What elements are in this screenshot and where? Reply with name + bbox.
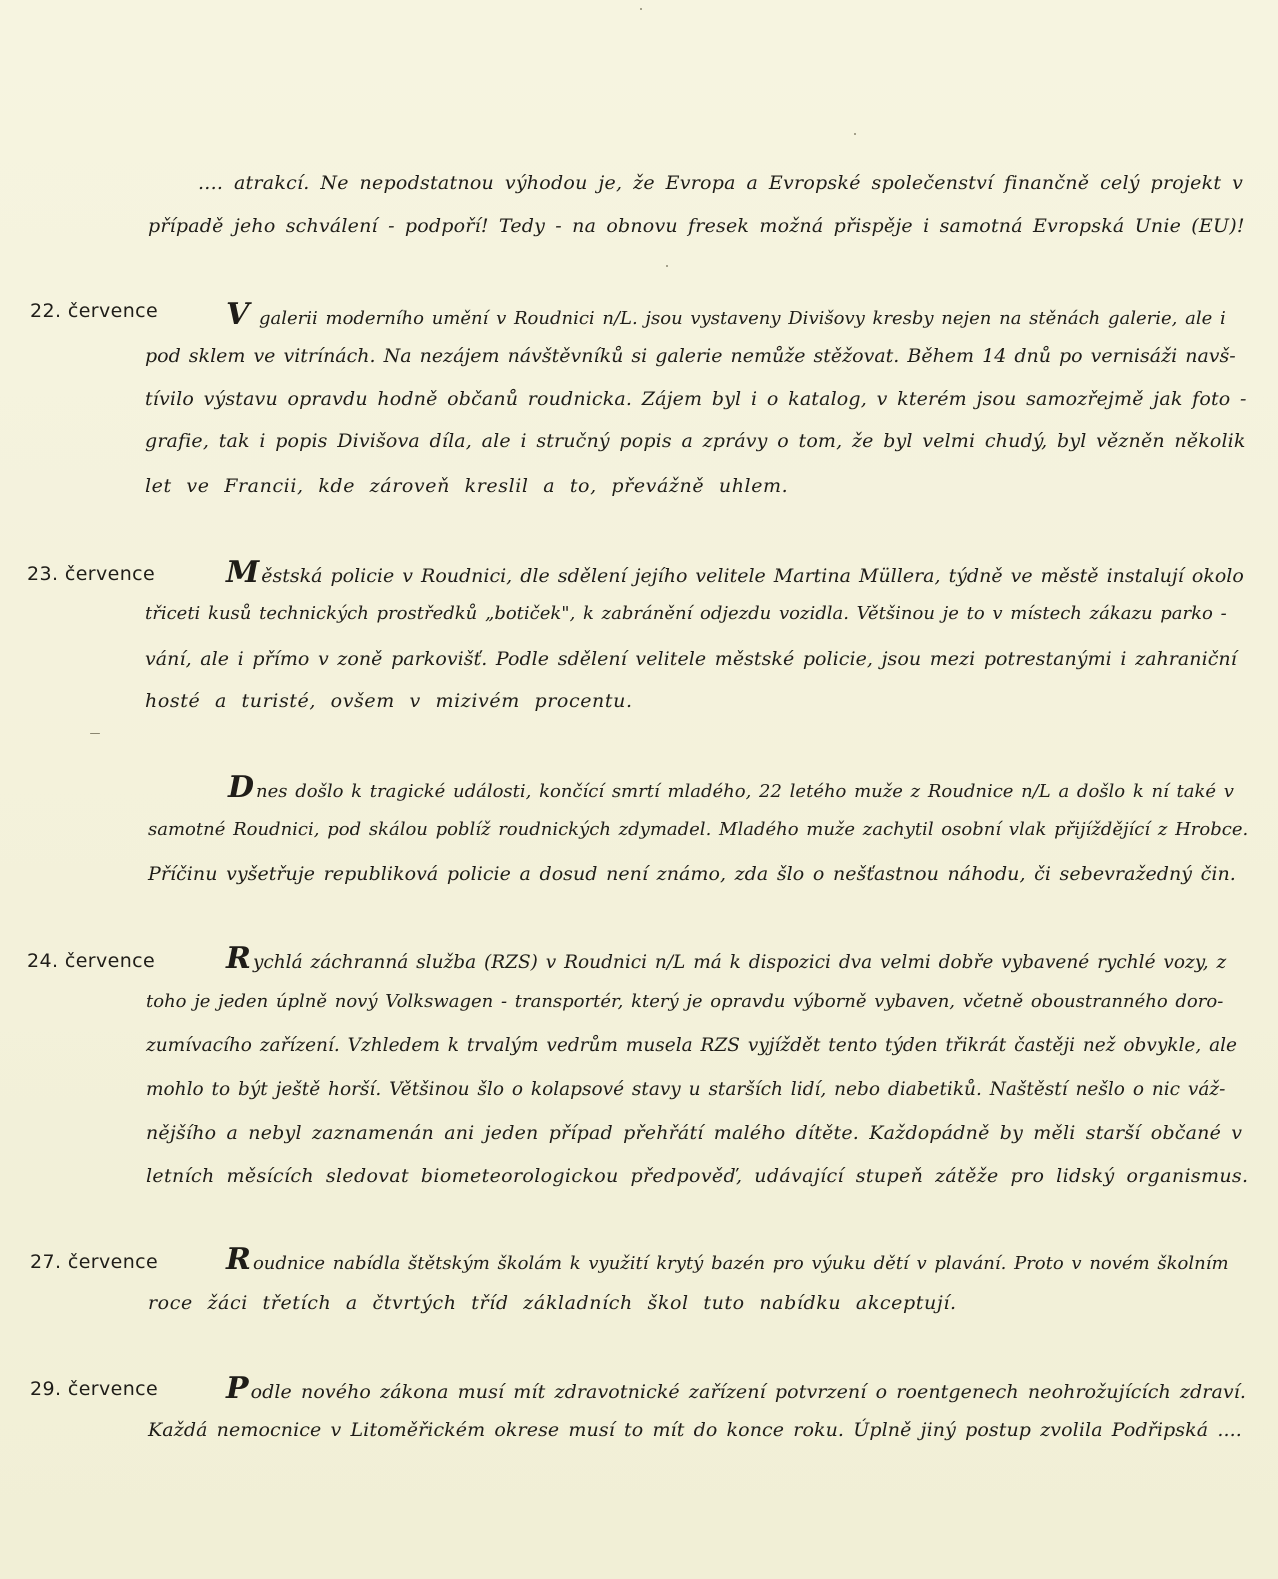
entry-line: let ve Francii, kde zároveň kreslil a to, převážně uhlem. — [145, 475, 789, 497]
entry-line: roce žáci třetích a čtvrtých tříd základních škol tuto nabídku akceptují. — [148, 1292, 957, 1314]
entry-text: oudnice nabídla štětským školám k využití krytý bazén pro výuku dětí v plavání. Proto v novém školním — [252, 1253, 1229, 1274]
entry-text: ychlá záchranná služba (RZS) v Roudnici n/L má k dispozici dva velmi dobře vybavené rychlé vozy, z — [252, 952, 1227, 973]
entry-date: 23. července — [27, 563, 156, 585]
entry-initial: R — [226, 941, 251, 976]
entry-line: mohlo to být ještě horší. Většinou šlo o kolapsové stavy u starších lidí, nebo diabetiků. Naštěstí nešlo o nic váž- — [146, 1079, 1226, 1100]
entry-line: pod sklem ve vitrínách. Na nezájem návštěvníků si galerie nemůže stěžovat. Během 14 dnů po vernisáži navš- — [145, 345, 1236, 367]
entry-initial: V — [226, 297, 250, 332]
paper-speck — [90, 733, 100, 734]
paper-speck — [666, 265, 668, 267]
entry-date: 27. července — [30, 1251, 159, 1273]
entry-line: vání, ale i přímo v zoně parkovišť. Podle sdělení velitele městské policie, jsou mezi potrestanými i zahraniční — [145, 648, 1237, 670]
entry-line: hosté a turisté, ovšem v mizivém procentu. — [145, 690, 633, 712]
entry-text: odle nového zákona musí mít zdravotnické zařízení potvrzení o roentgenech neohrožujících zdraví. — [250, 1381, 1247, 1403]
entry-first-line — [226, 555, 1244, 590]
paper-speck — [640, 8, 642, 10]
entry-first-line — [226, 297, 1226, 332]
entry-line: třiceti kusů technických prostředků „botiček", k zabránění odjezdu vozidla. Většinou je to v místech zákazu parko - — [145, 603, 1227, 624]
entry-initial: R — [226, 1242, 251, 1277]
entry-date: 22. července — [30, 300, 159, 322]
entry-text: galerii moderního umění v Roudnici n/L. jsou vystaveny Divišovy kresby nejen na stěnách galerie, ale i — [251, 308, 1226, 329]
entry-first-line — [226, 1371, 1247, 1406]
entry-text: ěstská policie v Roudnici, dle sdělení jejího velitele Martina Müllera, týdně ve městě instalují okolo — [261, 565, 1244, 587]
entry-date: 24. července — [27, 950, 156, 972]
entry-first-line — [228, 770, 1234, 805]
entry-first-line — [226, 941, 1227, 976]
entry-line: samotné Roudnici, pod skálou poblíž roudnických zdymadel. Mladého muže zachytil osobní vlak přijíždějící z Hrobce. — [148, 819, 1249, 840]
entry-line: Příčinu vyšetřuje republiková policie a dosud není známo, zda šlo o nešťastnou náhodu, či sebevražedný čin. — [148, 863, 1236, 885]
entry-initial: M — [226, 555, 260, 590]
entry-text: nes došlo k tragické události, končící smrtí mladého, 22 letého muže z Roudnice n/L a došlo k ní také v — [256, 781, 1234, 802]
entry-first-line — [226, 1242, 1229, 1277]
paper-speck — [854, 133, 856, 135]
entry-line: grafie, tak i popis Divišova díla, ale i stručný popis a zprávy o tom, že byl velmi chudý, byl vězněn několik — [145, 430, 1246, 452]
entry-line: zumívacího zařízení. Vzhledem k trvalým vedrům musela RZS vyjíždět tento týden třikrát častěji než obvykle, ale — [146, 1035, 1237, 1056]
entry-line: letních měsících sledovat biometeorologickou předpověď, udávající stupeň zátěže pro lidský organismus. — [146, 1165, 1249, 1187]
entry-line: Každá nemocnice v Litoměřickém okrese musí to mít do konce roku. Úplně jiný postup zvolila Podřipská .... — [148, 1419, 1242, 1441]
entry-initial: P — [226, 1371, 249, 1406]
entry-line: nějšího a nebyl zaznamenán ani jeden případ přehřátí malého dítěte. Každopádně by měli starší občané v — [146, 1122, 1243, 1144]
entry-date: 29. července — [30, 1378, 159, 1400]
entry-line: tívilo výstavu opravdu hodně občanů roudnicka. Zájem byl i o katalog, v kterém jsou samozřejmě jak foto - — [145, 388, 1247, 410]
intro-line: případě jeho schválení - podpoří! Tedy - na obnovu fresek možná přispěje i samotná Evropská Unie (EU)! — [148, 215, 1245, 237]
intro-line: .... atrakcí. Ne nepodstatnou výhodou je, že Evropa a Evropské společenství finančně celý projekt v — [198, 172, 1244, 194]
entry-line: toho je jeden úplně nový Volkswagen - transportér, který je opravdu výborně vybaven, včetně oboustranného doro- — [146, 991, 1224, 1012]
entry-initial: D — [228, 770, 255, 805]
